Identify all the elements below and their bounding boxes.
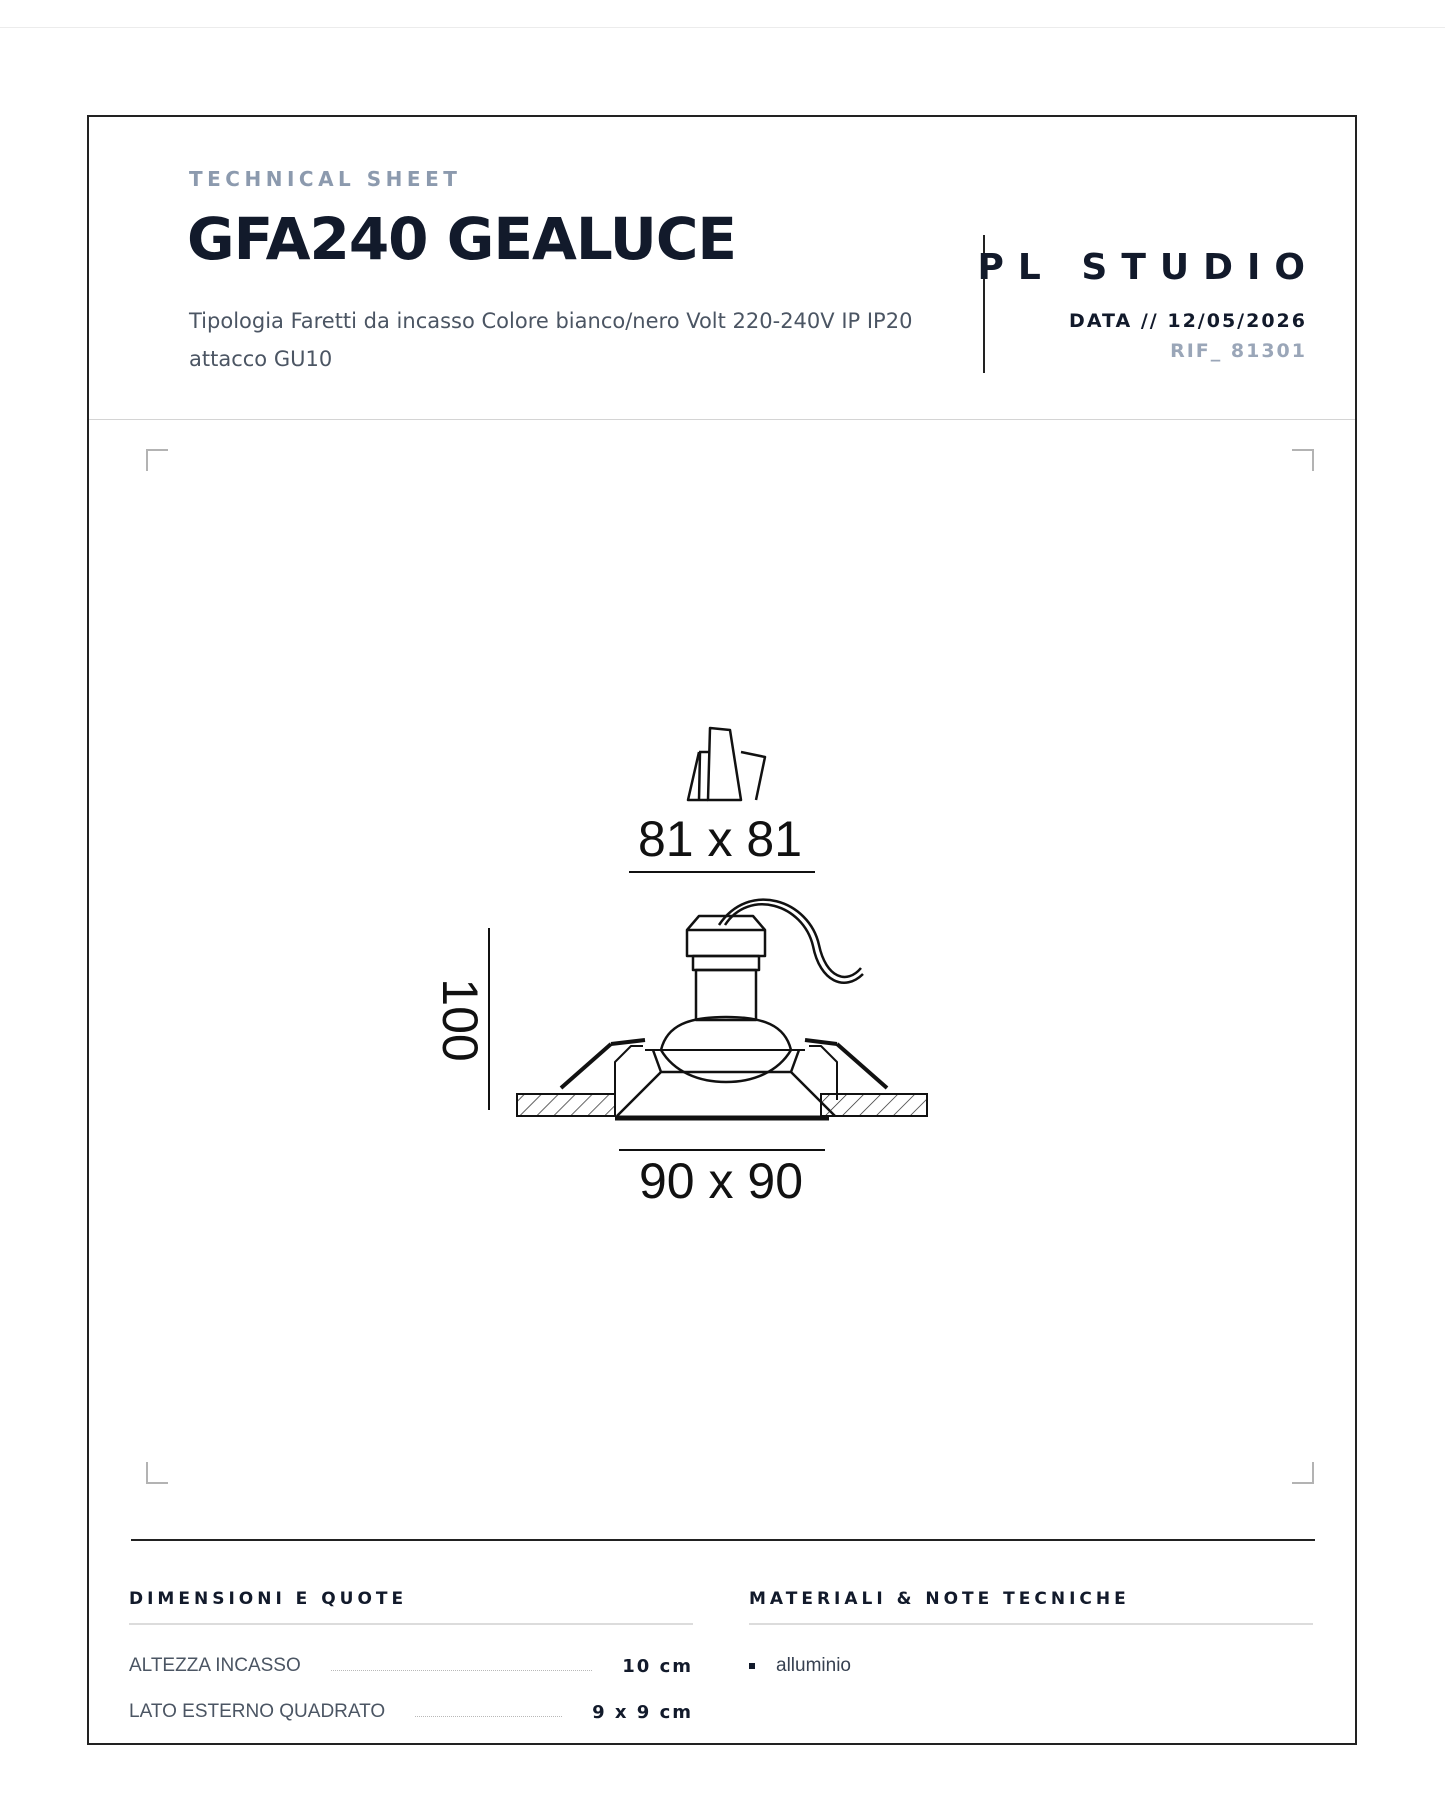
sheet-header	[89, 117, 1355, 420]
ceiling-section-right	[821, 1094, 927, 1116]
dimension-label: LATO ESTERNO QUADRATO	[129, 1701, 386, 1722]
dimension-value: 9 x 9 cm	[592, 1701, 693, 1723]
dimension-label: ALTEZZA INCASSO	[129, 1655, 301, 1676]
dotted-leader	[331, 1670, 593, 1671]
top-rule	[0, 27, 1445, 28]
luminaire-drawing	[561, 900, 887, 1116]
material-item	[749, 1643, 1313, 1689]
dimensions-list	[129, 1643, 693, 1735]
corner-mark-top-right	[1292, 449, 1314, 471]
materials-heading: MATERIALI & NOTE TECNICHE	[749, 1589, 1313, 1625]
material-text: alluminio	[776, 1655, 851, 1676]
dimension-row	[129, 1689, 693, 1735]
studio-name: PL STUDIO	[977, 247, 1319, 288]
corner-mark-bottom-right	[1292, 1462, 1314, 1484]
dimensions-section	[129, 1589, 693, 1735]
footer-rule	[131, 1539, 1315, 1541]
corner-mark-bottom-left	[146, 1462, 168, 1484]
dimensions-heading: DIMENSIONI E QUOTE	[129, 1589, 693, 1625]
top-view-symbol	[688, 728, 765, 800]
top-dimension-label: 81 x 81	[637, 811, 803, 867]
drawing-area	[89, 420, 1355, 1500]
dimension-value: 10 cm	[622, 1655, 693, 1677]
bottom-dimension-label: 90 x 90	[638, 1153, 804, 1209]
technical-sheet	[87, 115, 1357, 1745]
dotted-leader	[415, 1716, 562, 1717]
materials-list	[749, 1643, 1313, 1689]
sheet-date: DATA // 12/05/2026	[1069, 310, 1307, 332]
materials-section	[749, 1589, 1313, 1689]
side-dimension-label: 100	[432, 978, 488, 1062]
bullet-icon	[749, 1663, 755, 1669]
sheet-eyebrow: TECHNICAL SHEET	[189, 167, 462, 191]
sheet-reference: RIF_ 81301	[1170, 340, 1307, 362]
technical-drawing	[389, 720, 1089, 1320]
ceiling-section-left	[517, 1094, 615, 1116]
corner-mark-top-left	[146, 449, 168, 471]
dimension-row	[129, 1643, 693, 1689]
product-description: Tipologia Faretti da incasso Colore bianco/nero Volt 220-240V IP IP20 attacco GU10	[189, 309, 913, 371]
product-title: GFA240 GEALUCE	[187, 205, 737, 273]
